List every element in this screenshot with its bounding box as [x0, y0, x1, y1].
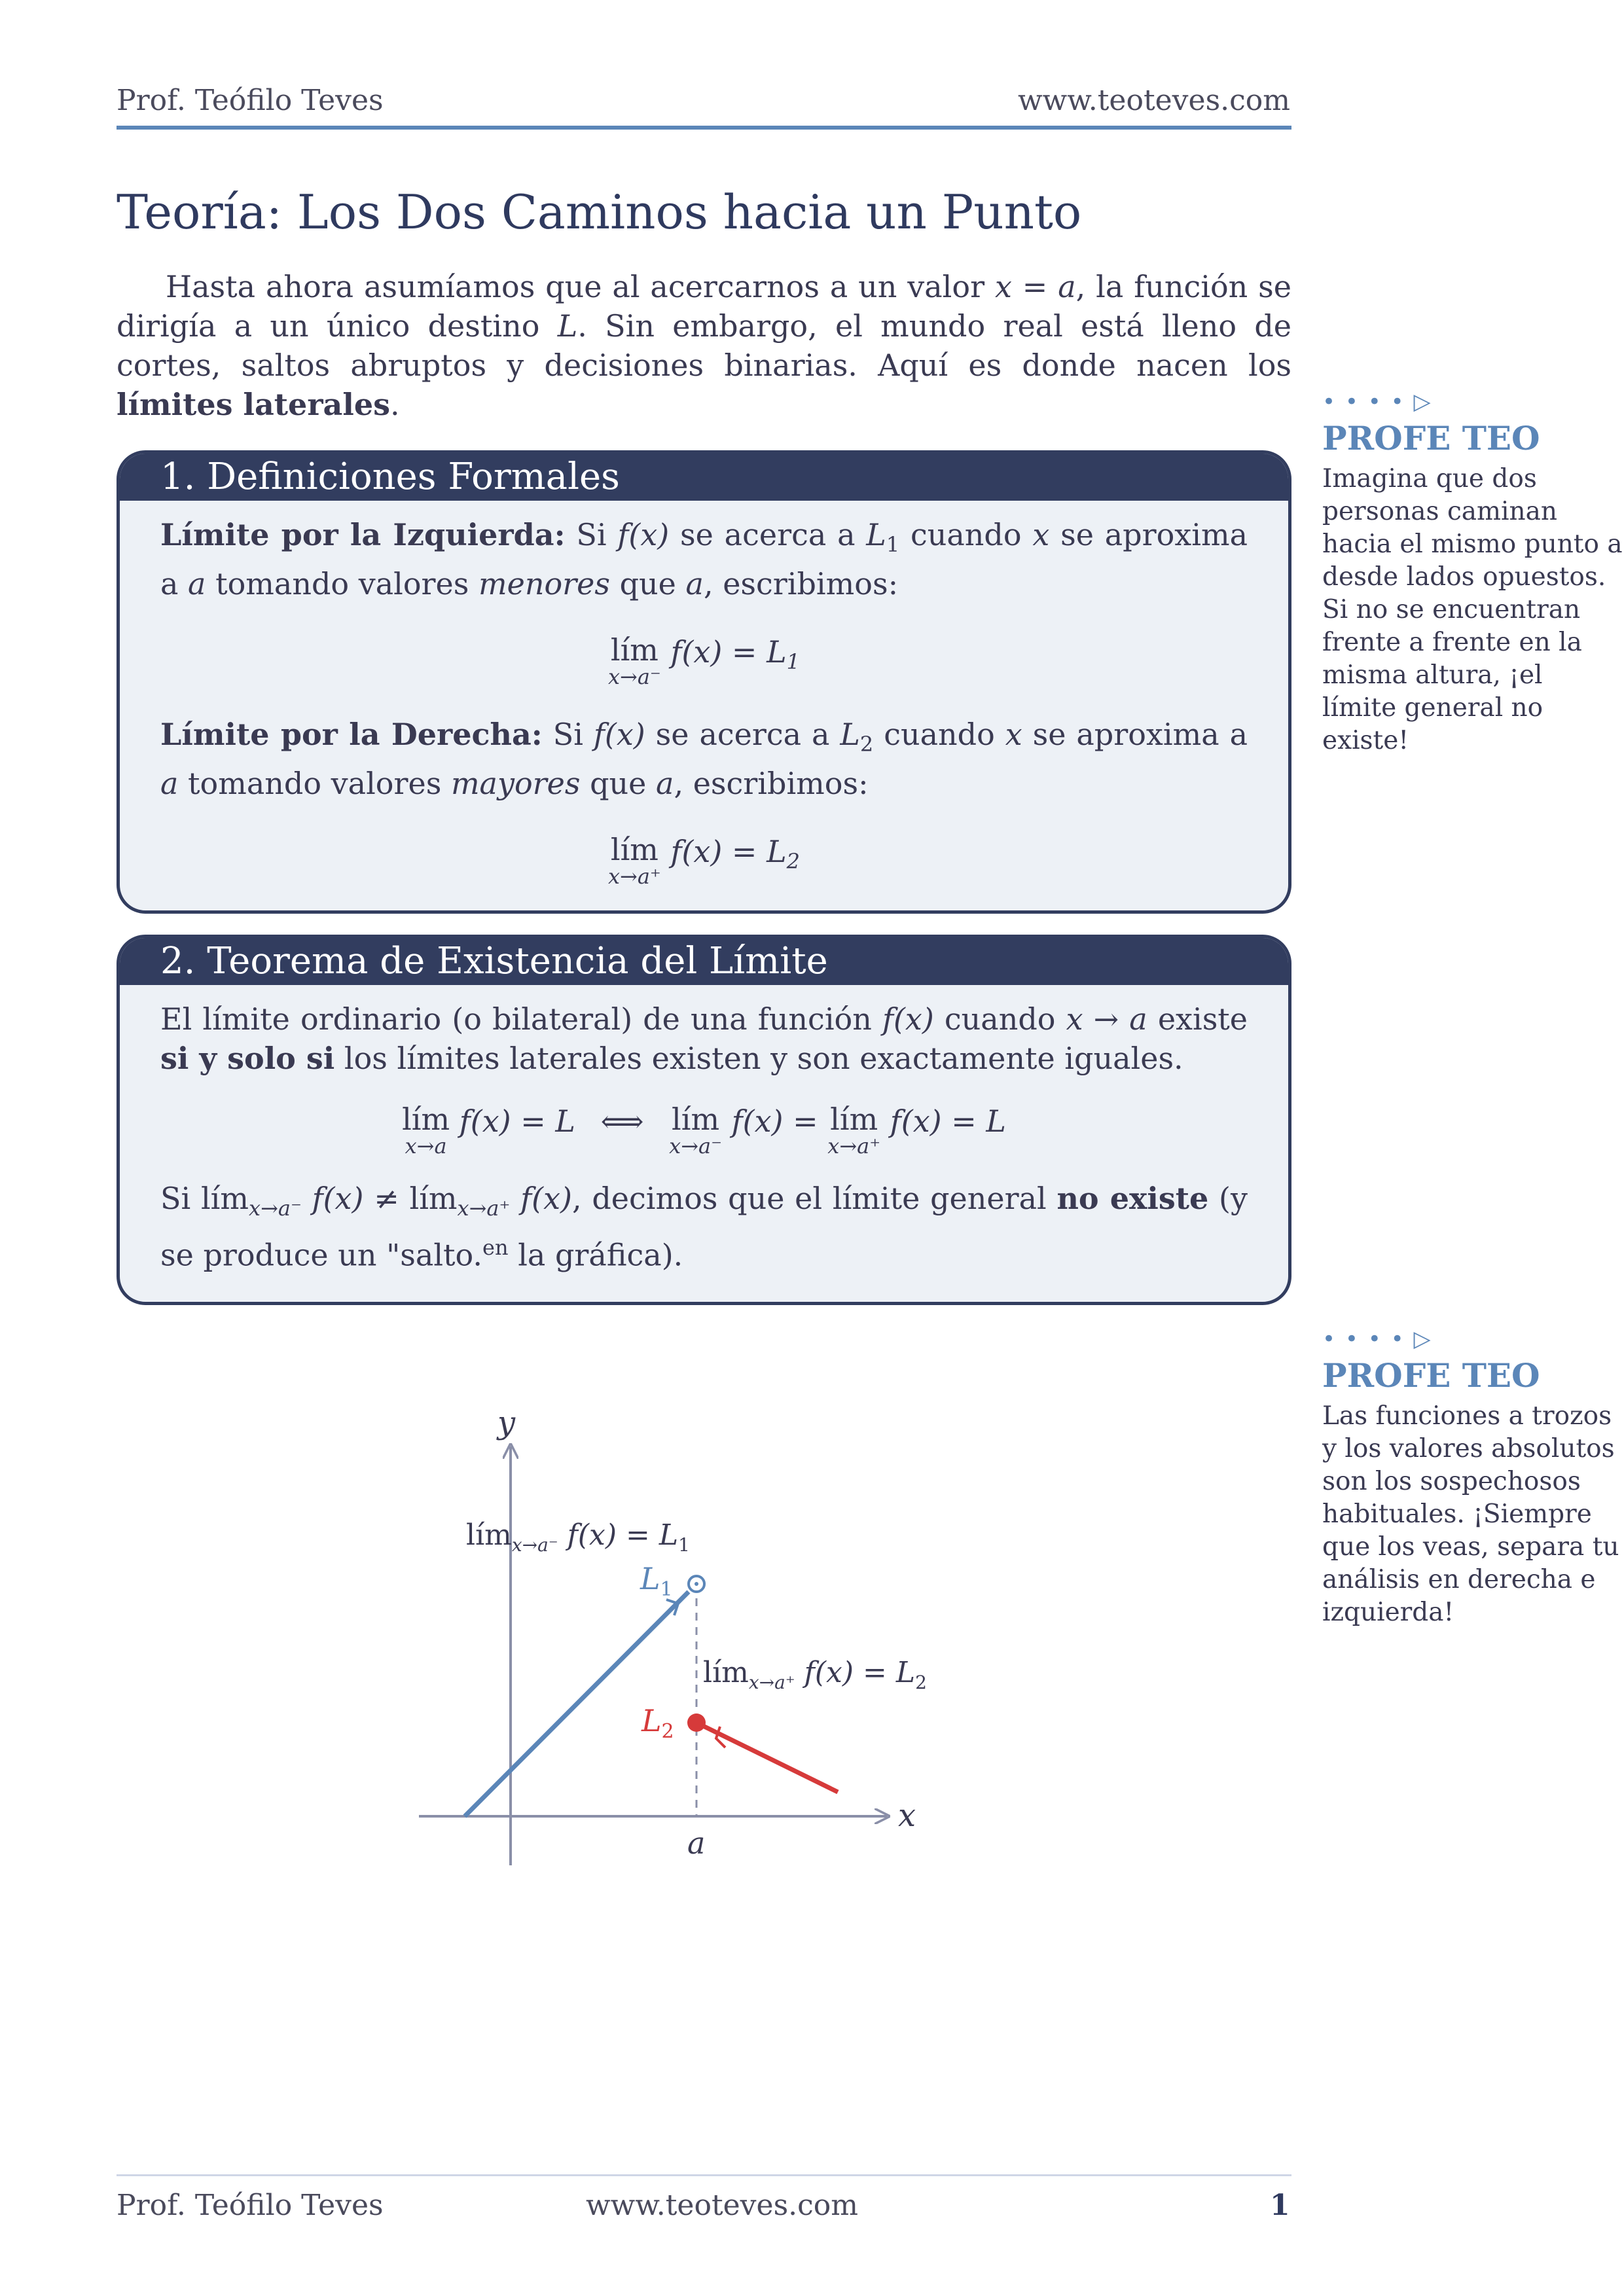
lim-sub: x→a: [405, 1134, 447, 1158]
intro-text-1: Hasta ahora asumíamos que al acercarnos a un valor: [166, 269, 995, 304]
closed-circle-L2: [687, 1713, 706, 1732]
right-limit-equation: [160, 832, 1248, 889]
page-number: 1: [1270, 2189, 1290, 2222]
lim-word: lím: [703, 1656, 749, 1689]
lim-sub: x→a⁺: [827, 1134, 881, 1158]
lim-body: f(x) = L: [558, 1518, 679, 1552]
lim-body-sub: 2: [915, 1672, 927, 1693]
footer-author: Prof. Teófilo Teves: [117, 2189, 384, 2222]
math: a: [685, 566, 704, 602]
dotted-arrow-icon: • • • • ▷: [1322, 389, 1432, 415]
side-note-title: PROFE TEO: [1322, 1356, 1540, 1395]
right-limit-annotation: [703, 1656, 927, 1693]
text: existe: [1147, 1001, 1248, 1037]
lim-word: lím: [466, 1518, 512, 1552]
intro-math-2: L: [557, 308, 578, 344]
eq-body: f(x) = L: [890, 1103, 1006, 1139]
eq-body: f(x) = L: [459, 1103, 575, 1139]
left-limit-annotation: [466, 1518, 690, 1556]
text: , escribimos:: [703, 566, 899, 602]
math-sub: x→a⁻: [249, 1196, 302, 1221]
intro-paragraph: [117, 267, 1291, 424]
eq-body: f(x) = L: [670, 634, 787, 670]
eq-body: f(x) = L: [670, 834, 787, 870]
left-limit-equation: [160, 632, 1248, 690]
lim-word: lím: [672, 1102, 720, 1137]
emphasis: mayores: [450, 766, 581, 802]
L2-sub: 2: [661, 1720, 674, 1743]
math: x: [1032, 517, 1050, 552]
math: a: [160, 766, 179, 802]
math: f(x) ≠: [301, 1181, 410, 1216]
math: f(x): [617, 517, 670, 552]
math: lím: [409, 1181, 458, 1216]
lim-body-sub: 1: [678, 1534, 690, 1556]
theorem-box: [117, 935, 1291, 1305]
math: L: [840, 717, 860, 753]
a-tick-label: a: [687, 1825, 706, 1861]
text: Si: [565, 517, 618, 552]
math-sub: x→a⁺: [457, 1196, 511, 1221]
lim-sub: x→a⁻: [511, 1534, 558, 1556]
text: , decimos que el límite general: [571, 1181, 1057, 1216]
lateral-limits-graph: [393, 1381, 982, 1905]
text: tomando valores: [206, 566, 478, 602]
left-limit-definition: [160, 515, 1248, 603]
lim-body: f(x) = L: [795, 1656, 916, 1689]
text: que: [580, 766, 657, 802]
theorem-equation: [160, 1102, 1248, 1158]
side-note-title: PROFE TEO: [1322, 419, 1540, 457]
math: x → a: [1066, 1001, 1147, 1037]
intro-text-3: . Sin embargo, el mundo real está lleno de cortes, saltos abruptos y decisiones binarias. Aquí es donde nacen los: [117, 308, 1291, 383]
L1-letter: L: [640, 1561, 660, 1596]
eq-body: f(x) =: [731, 1103, 818, 1139]
lim-sub: x→a⁺: [748, 1672, 795, 1693]
x-axis-label: x: [898, 1797, 916, 1834]
text: , escribimos:: [674, 766, 869, 802]
emphasis: menores: [478, 566, 610, 602]
lim-word: lím: [610, 832, 659, 868]
text: que: [609, 566, 686, 602]
dotted-arrow-icon: • • • • ▷: [1322, 1326, 1432, 1352]
header-author: Prof. Teófilo Teves: [117, 84, 384, 117]
math-sub: 2: [859, 732, 874, 757]
lim-operator: [669, 1102, 722, 1158]
iff-symbol: ⟺: [600, 1103, 644, 1139]
right-limit-definition: [160, 715, 1248, 803]
definitions-box: [117, 450, 1291, 914]
eq-sub: 1: [786, 649, 800, 675]
text: cuando: [933, 1001, 1066, 1037]
page-title: Teoría: Los Dos Caminos hacia un Punto: [117, 185, 1082, 240]
header-rule: [117, 126, 1291, 130]
text: (y se produce un "salto.: [160, 1181, 1248, 1273]
footer-website[interactable]: www.teoteves.com: [586, 2189, 859, 2222]
intro-bold: límites laterales: [117, 387, 390, 422]
lim-word: lím: [830, 1102, 878, 1137]
lim-operator: [827, 1102, 881, 1158]
text: se aproxima a: [160, 517, 1248, 602]
intro-text-4: .: [390, 387, 400, 422]
theorem-statement: [160, 999, 1248, 1078]
math: a: [188, 566, 206, 602]
text: cuando: [899, 517, 1033, 552]
lim-sub: x→a⁻: [607, 664, 661, 690]
text: tomando valores: [178, 766, 451, 802]
text: El límite ordinario (o bilateral) de una función: [160, 1001, 882, 1037]
text: la gráfica).: [508, 1237, 683, 1273]
side-note-text: Las funciones a trozos y los valores absolutos son los sospechosos habituales. ¡Siempre que los veas, separa tu análisis en derecha e izquierda!: [1322, 1401, 1619, 1627]
math: lím: [200, 1181, 249, 1216]
lim-operator: [607, 832, 661, 889]
nonexistence-statement: [160, 1179, 1248, 1275]
math: x: [1005, 717, 1022, 753]
open-circle-center: [695, 1582, 698, 1586]
text: se acerca a: [645, 717, 840, 753]
text: Si: [160, 1181, 201, 1216]
bold: si y solo si: [160, 1041, 335, 1076]
footer-rule: [117, 2174, 1291, 2176]
side-note-2: [1322, 1326, 1623, 1629]
lim-operator: [402, 1102, 450, 1158]
lim-sub: x→a⁺: [607, 864, 661, 889]
theorem-heading: 2. Teorema de Existencia del Límite: [120, 938, 1288, 985]
text: Si: [542, 717, 594, 753]
left-limit-label: Límite por la Izquierda:: [160, 517, 566, 552]
text: se acerca a: [669, 517, 867, 552]
math: a: [656, 766, 674, 802]
L1-sub: 1: [660, 1578, 673, 1601]
math-sub: 1: [886, 532, 900, 558]
text: se aproxima a: [1022, 717, 1248, 753]
right-limit-label: Límite por la Derecha:: [160, 717, 543, 753]
text: los límites laterales existen y son exactamente iguales.: [334, 1041, 1183, 1076]
definitions-heading: 1. Definiciones Formales: [120, 454, 1288, 501]
lim-word: lím: [402, 1102, 450, 1137]
side-note-1: [1322, 389, 1623, 757]
definitions-body: [120, 501, 1288, 889]
math: f(x): [593, 717, 645, 753]
L2-letter: L: [641, 1703, 662, 1738]
math: f(x): [510, 1181, 572, 1216]
header-website[interactable]: www.teoteves.com: [1017, 84, 1290, 117]
intro-text-2: , la función se dirigía a un único destino: [117, 269, 1291, 344]
L1-label: [640, 1561, 673, 1601]
superscript: en: [482, 1235, 509, 1261]
bold: no existe: [1056, 1181, 1209, 1216]
theorem-body: [120, 985, 1288, 1275]
lim-word: lím: [610, 632, 659, 668]
lim-operator: [607, 632, 661, 690]
L2-label: [641, 1703, 674, 1743]
math: L: [866, 517, 886, 552]
side-note-text: Imagina que dos personas caminan hacia el mismo punto a desde lados opuestos. Si no se encuentran frente a frente en la misma altura, ¡el límite general no existe!: [1322, 464, 1623, 755]
intro-math-1: x = a: [994, 269, 1076, 304]
lim-sub: x→a⁻: [669, 1134, 722, 1158]
y-axis-label: y: [497, 1405, 516, 1441]
text: cuando: [873, 717, 1005, 753]
math: f(x): [882, 1001, 934, 1037]
eq-sub: 2: [786, 849, 800, 874]
